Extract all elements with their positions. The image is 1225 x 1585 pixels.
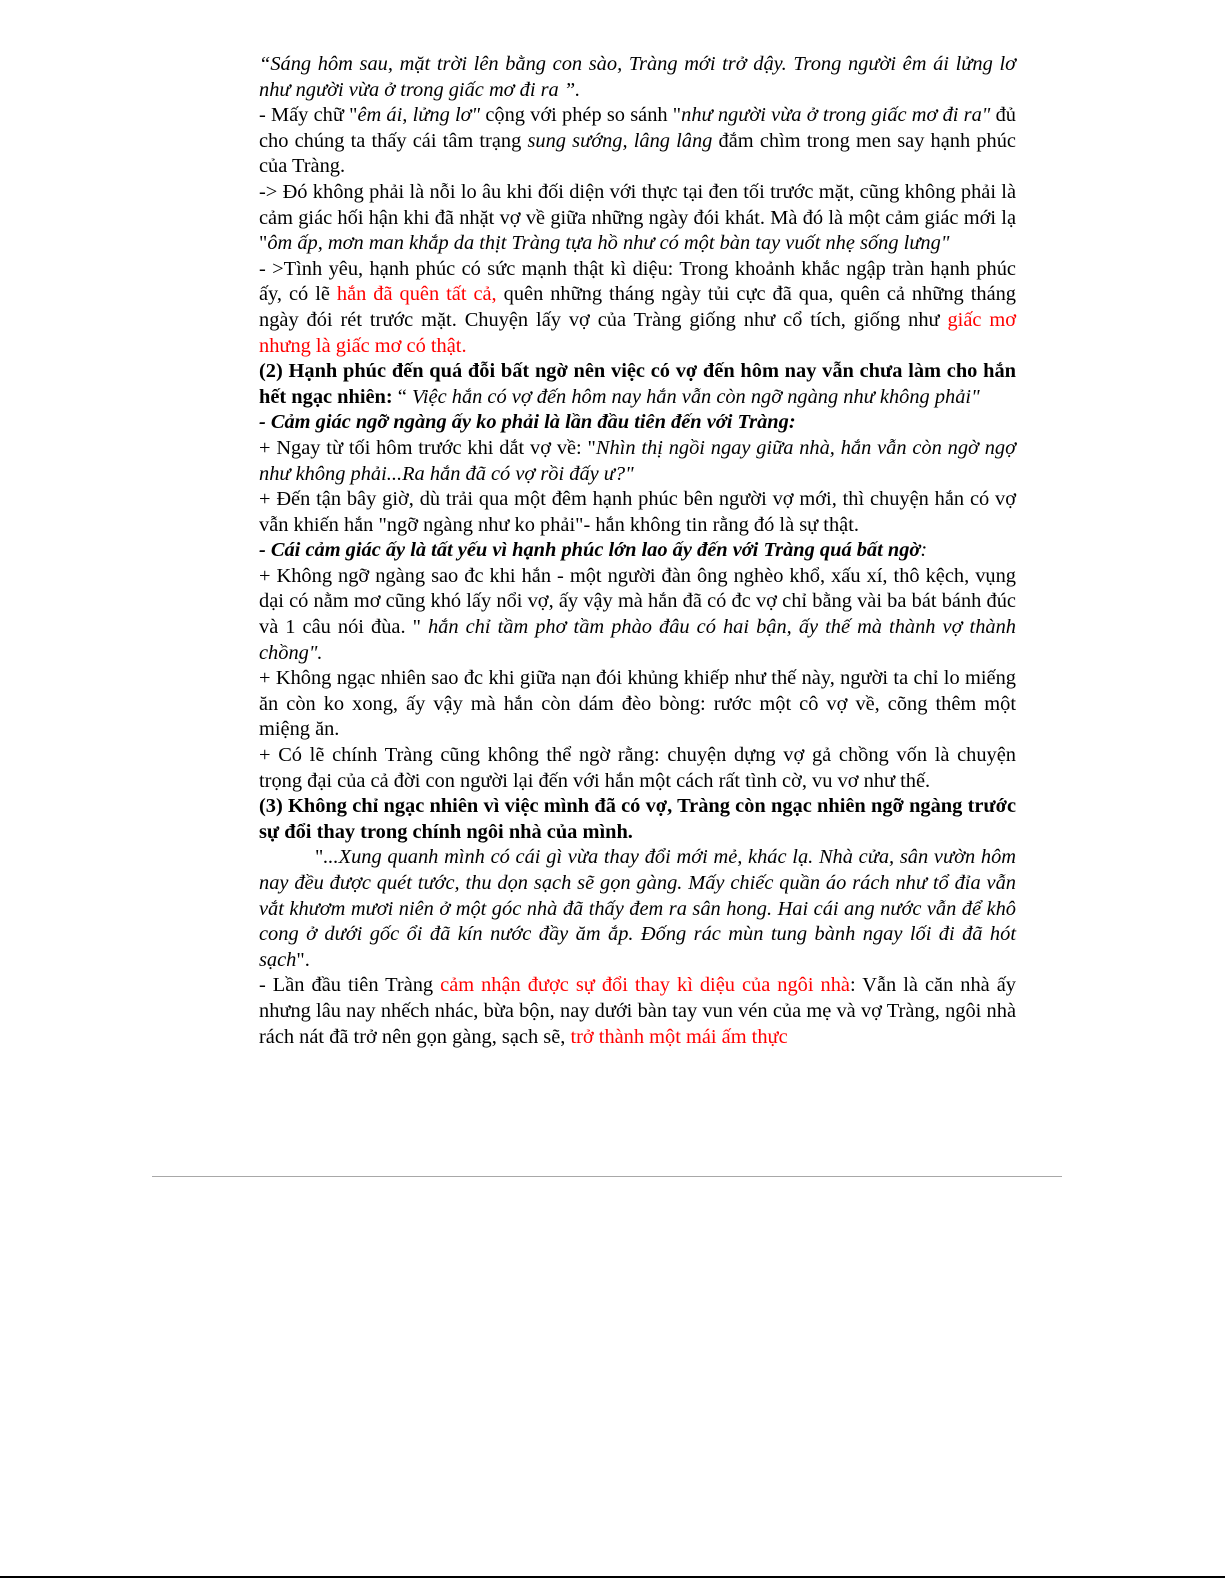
text-run: " <box>315 846 324 869</box>
text-run: - Mấy chữ " <box>259 104 358 127</box>
text-run: ". <box>296 948 310 971</box>
page-divider <box>152 1176 1062 1177</box>
document-body <box>259 52 1016 1050</box>
paragraph-love-power <box>259 257 1016 359</box>
highlighted-text: trở thành một mái ấm thực <box>570 1025 788 1048</box>
section-heading-3 <box>259 794 1016 845</box>
bold-italic-subheading: - Cái cảm giác ấy là tất yếu vì hạnh phúc lớn lao ấy đến với Tràng quá bất ngờ <box>259 539 921 562</box>
text-run: đắm chìm trong men say hạnh phúc của Tràng. <box>259 129 1016 178</box>
bold-heading: (2) Hạnh phúc đến quá đỗi bất ngờ nên việc có vợ đến hôm nay vẫn chưa làm cho hắn hết ngạc nhiên: <box>259 360 1016 408</box>
italic-quote: sung sướng, lâng lâng <box>527 129 713 152</box>
quote-text: “Sáng hôm sau, mặt trời lên bằng con sào, Tràng mới trở dậy. Trong người êm ái lửng lơ như người vừa ở trong giấc mơ đi ra ”. <box>259 53 1016 101</box>
text-run: + Không ngỡ ngàng sao đc khi hắn - một người đàn ông nghèo khổ, xấu xí, thô kệch, vụng dại có nằm mơ cũng khó lấy nổi vợ, ấy vậy mà hắn đã có đc vợ chỉ bằng vài ba bát bánh đúc và 1 câu nói đùa. " <box>259 564 1016 639</box>
highlighted-text: cảm nhận được sự đổi thay kì diệu của ngôi nhà <box>440 974 850 997</box>
text-run: - >Tình yêu, hạnh phúc có sức mạnh thật kì diệu: Trong khoảnh khắc ngập tràn hạnh phúc ấy, có lẽ <box>259 257 1016 306</box>
italic-quote: Việc hắn có vợ đến hôm nay hắn vẫn còn ngỡ ngàng như không phải" <box>411 385 980 408</box>
text-run: + Đến tận bây giờ, dù trải qua một đêm hạnh phúc bên người vợ mới, thì chuyện hắn có vợ vẫn khiến hắn "ngỡ ngàng như ko phải"- hắn không tin rằng đó là sự thật. <box>259 488 1016 536</box>
italic-quote: ...Xung quanh mình có cái gì vừa thay đổi mới mẻ, khác lạ. Nhà cửa, sân vườn hôm nay đều được quét tước, thu dọn sạch sẽ gọn gàng. Mấy chiếc quần áo rách như tổ đỉa vẫn vắt khươm mươi niên ở một góc nhà đã thấy đem ra sân hong. Hai cái ang nước vẫn để khô cong ở dưới gốc ổi đã kín nước đầy ăm ắp. Đống rác mùn tung bành ngay lối đi đã hót sạch <box>259 846 1016 971</box>
paragraph-until-now <box>259 487 1016 538</box>
text-run: cộng với phép so sánh " <box>480 104 682 127</box>
paragraph-unexpected-marriage <box>259 743 1016 794</box>
italic-quote: hắn chỉ tầm phơ tầm phào đâu có hai bận, ấy thế mà thành vợ thành chồng". <box>259 616 1016 664</box>
paragraph-new-feeling <box>259 180 1016 257</box>
bottom-edge-line <box>0 1576 1225 1578</box>
italic-quote: như người vừa ở trong giấc mơ đi ra" <box>681 104 991 127</box>
text-run: quên những tháng ngày tủi cực đã qua, quên cả những tháng ngày đói rét trước mặt. Chuyện lấy vợ của Tràng giống như cổ tích, giống như <box>259 283 1017 331</box>
subheading-first-time <box>259 410 1016 436</box>
text-run: + Có lẽ chính Tràng cũng không thể ngờ rằng: chuyện dựng vợ gả chồng vốn là chuyện trọng đại của cả đời con người lại đến với hắn một cách rất tình cờ, vu vơ như thế. <box>259 744 1016 792</box>
subheading-inevitable <box>259 538 1016 564</box>
text-run: -> Đó không phải là nỗi lo âu khi đối diện với thực tại đen tối trước mặt, cũng không phải là cảm giác hối hận khi đã nhặt vợ về giữa những ngày đói khát. Mà đó là một cảm giác mới lạ " <box>259 180 1016 255</box>
text-run: - Lần đầu tiên Tràng <box>259 974 441 997</box>
section-heading-2 <box>259 359 1016 410</box>
paragraph-house-quote <box>259 845 1016 973</box>
bold-heading: (3) Không chỉ ngạc nhiên vì việc mình đã có vợ, Tràng còn ngạc nhiên ngỡ ngàng trước sự đổi thay trong chính ngôi nhà của mình. <box>259 795 1016 843</box>
highlighted-text: hắn đã quên tất cả, <box>336 283 497 306</box>
text-run: : Vẫn là căn nhà ấy nhưng lâu nay nhếch nhác, bừa bộn, nay dưới bàn tay vun vén của mẹ và vợ Tràng, ngôi nhà rách nát đã trở nên gọn gàng, sạch sẽ, <box>259 974 1016 1048</box>
text-run: : <box>920 539 928 562</box>
highlighted-text: giấc mơ nhưng là giấc mơ có thật. <box>259 308 1016 357</box>
text-run: “ <box>392 385 412 408</box>
italic-quote: êm ái, lửng lơ" <box>357 104 481 127</box>
paragraph-famine <box>259 666 1016 743</box>
paragraph-house-change <box>259 973 1016 1050</box>
text-run: đủ cho chúng ta thấy cái tâm trạng <box>259 104 1016 152</box>
bold-italic-subheading: - Cảm giác ngỡ ngàng ấy ko phải là lần đầu tiên đến với Tràng: <box>259 411 796 434</box>
italic-quote: ôm ấp, mơn man khắp da thịt Tràng tựa hồ như có một bàn tay vuốt nhẹ sống lưng" <box>267 232 950 255</box>
text-run: + Không ngạc nhiên sao đc khi giữa nạn đói khủng khiếp như thế này, người ta chỉ lo miếng ăn còn ko xong, ấy vậy mà hắn còn dám đèo bòng: rước một cô vợ về, cõng thêm một miệng ăn. <box>259 667 1016 741</box>
paragraph-analysis-words <box>259 103 1016 180</box>
text-run: + Ngay từ tối hôm trước khi dắt vợ về: " <box>259 436 596 459</box>
paragraph-poor-man <box>259 564 1016 666</box>
italic-quote: Nhìn thị ngồi ngay giữa nhà, hắn vẫn còn ngờ ngợ như không phải...Ra hắn đã có vợ rồi đấy ư?" <box>259 436 1017 485</box>
paragraph-evening-before <box>259 436 1016 487</box>
paragraph-opening-quote <box>259 52 1016 103</box>
